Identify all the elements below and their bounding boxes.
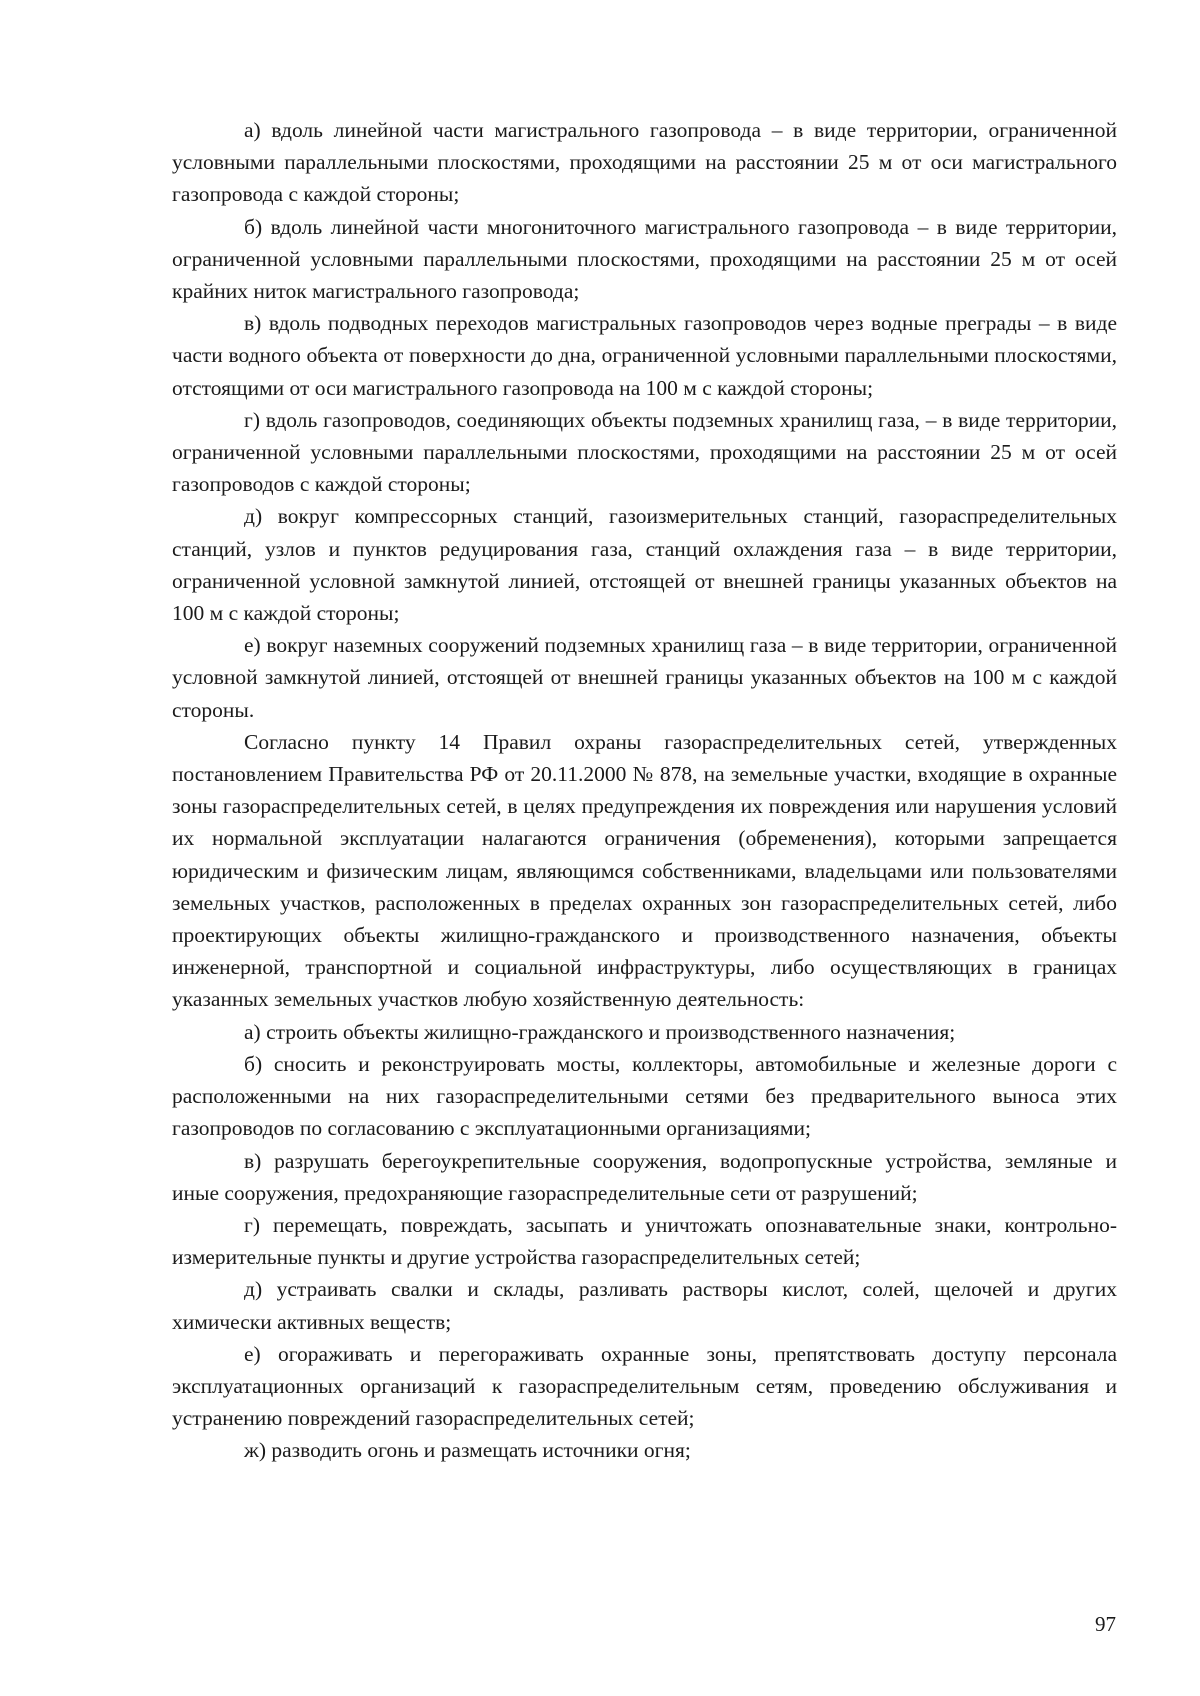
paragraph-protection-zone-v: в) вдоль подводных переходов магистральных газопроводов через водные преграды – в виде части водного объекта от поверхности до дна, ограниченной условными параллельными плоскостями, отстоящими от оси магистрального газопровода на 100 м с каждой стороны; (172, 311, 1117, 400)
document-body (172, 114, 1117, 1467)
paragraph-prohibition-a: а) строить объекты жилищно-гражданского и производственного назначения; (244, 1019, 956, 1044)
paragraph-protection-zone-g: г) вдоль газопроводов, соединяющих объекты подземных хранилищ газа, – в виде территории, ограниченной условными параллельными плоскостями, проходящими на расстоянии 25 м от осей газопроводов с каждой стороны; (172, 407, 1117, 497)
paragraph-prohibition-g: г) перемещать, повреждать, засыпать и уничтожать опознавательные знаки, контрольно-измерительные пункты и другие устройства газораспределительных сетей; (172, 1212, 1117, 1270)
page-number: 97 (1095, 1612, 1116, 1636)
paragraph-protection-zone-d: д) вокруг компрессорных станций, газоизмерительных станций, газораспределительных станций, узлов и пунктов редуцирования газа, станций охлаждения газа – в виде территории, ограниченной условной замкнутой линией, отстоящей от внешней границы указанных объектов на 100 м с каждой стороны; (172, 504, 1117, 626)
paragraph-protection-zone-a: а) вдоль линейной части магистрального газопровода – в виде территории, ограниченной условными параллельными плоскостями, проходящими на расстоянии 25 м от оси магистрального газопровода с каждой стороны; (172, 118, 1117, 207)
paragraph-prohibition-d: д) устраивать свалки и склады, разливать растворы кислот, солей, щелочей и других химически активных веществ; (172, 1277, 1117, 1334)
paragraph-protection-zone-e: е) вокруг наземных сооружений подземных хранилищ газа – в виде территории, ограниченной условной замкнутой линией, отстоящей от внешней границы указанных объектов на 100 м с каждой стороны. (172, 633, 1117, 722)
paragraph-prohibition-zh: ж) разводить огонь и размещать источники огня; (244, 1438, 691, 1463)
paragraph-rules-intro: Согласно пункту 14 Правил охраны газораспределительных сетей, утвержденных постановлением Правительства РФ от 20.11.2000 № 878, на земельные участки, входящие в охранные зоны газораспределительных сетей, в целях предупреждения их повреждения или нарушения условий их нормальной эксплуатации налагаются ограничения (обременения), которыми запрещается юридическим и физическим лицам, являющимся собственниками, владельцами или пользователями земельных участков, расположенных в пределах охранных зон газораспределительных сетей, либо проектирующих объекты жилищно-гражданского и производственного назначения, объекты инженерной, транспортной и социальной инфраструктуры, либо осуществляющих в границах указанных земельных участков любую хозяйственную деятельность: (172, 729, 1117, 1012)
paragraph-protection-zone-b: б) вдоль линейной части многониточного магистрального газопровода – в виде территории, ограниченной условными параллельными плоскостями, проходящими на расстоянии 25 м от осей крайних ниток магистрального газопровода; (172, 214, 1117, 304)
paragraph-prohibition-b: б) сносить и реконструировать мосты, коллекторы, автомобильные и железные дороги с расположенными на них газораспределительными сетями без предварительного выноса этих газопроводов по согласованию с эксплуатационными организациями; (172, 1051, 1117, 1141)
paragraph-prohibition-v: в) разрушать берегоукрепительные сооружения, водопропускные устройства, земляные и иные сооружения, предохраняющие газораспределительные сети от разрушений; (172, 1148, 1117, 1205)
paragraph-prohibition-e: е) огораживать и перегораживать охранные зоны, препятствовать доступу персонала эксплуатационных организаций к газораспределительным сетям, проведению обслуживания и устранению повреждений газораспределительных сетей; (172, 1341, 1117, 1431)
